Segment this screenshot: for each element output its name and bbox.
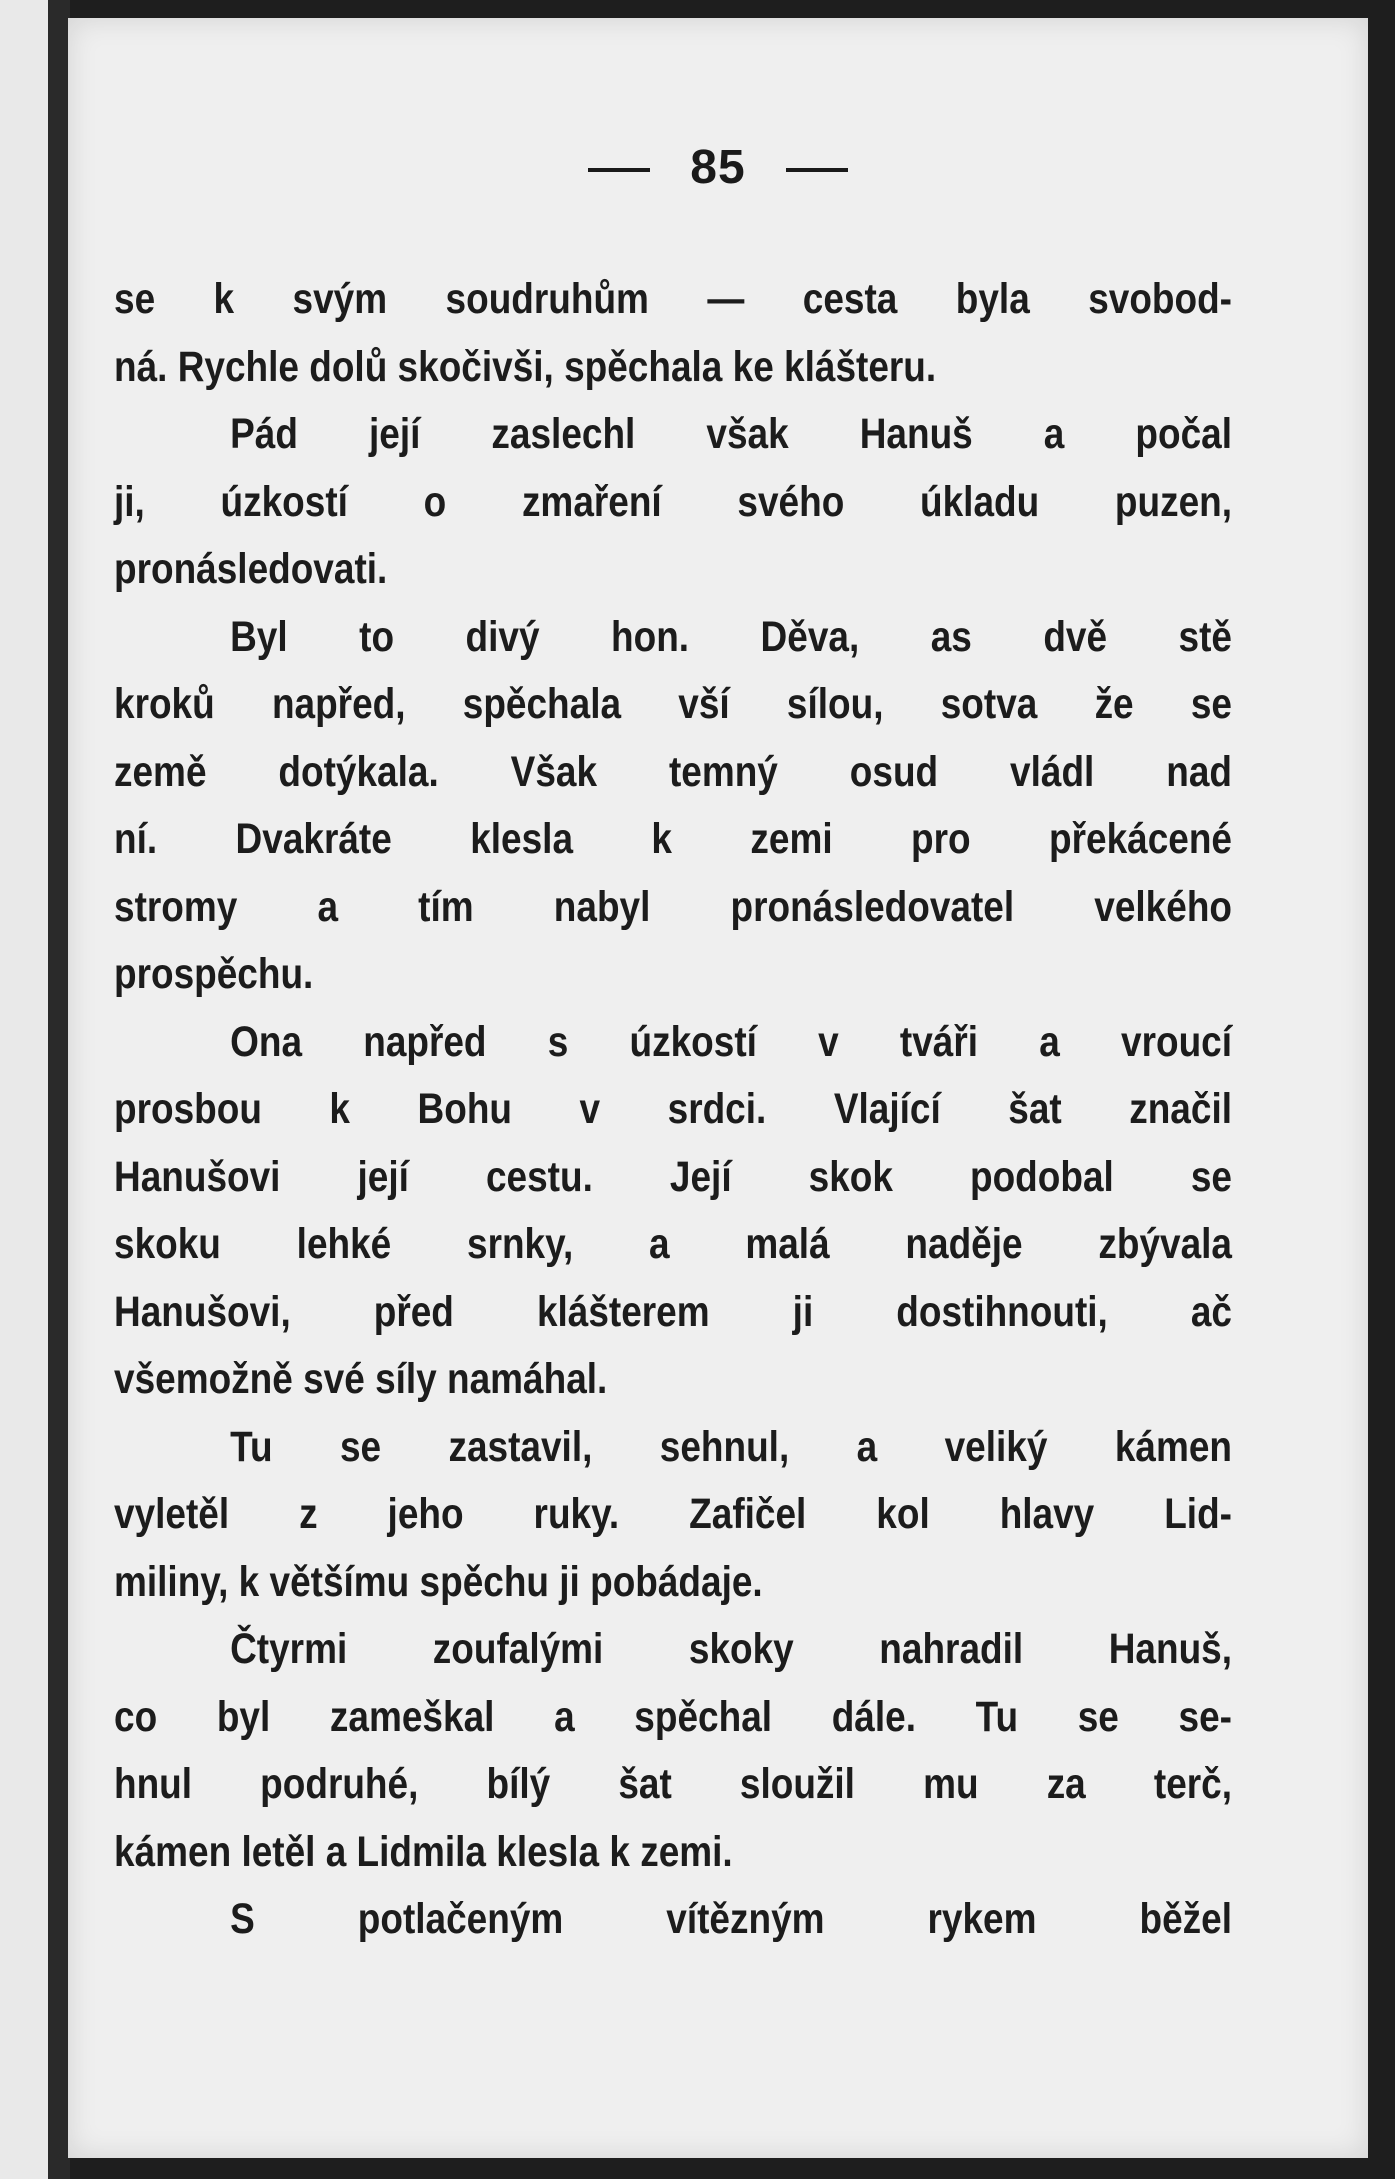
book-gutter bbox=[48, 0, 70, 2179]
text-line: prospěchu. bbox=[114, 950, 314, 998]
text-line: ná. Rychle dolů skočivši, spěchala ke klášteru. bbox=[114, 342, 937, 391]
page-body-text bbox=[114, 266, 1233, 1954]
text-line: ji, úzkostí o zmaření svého úkladu puzen, bbox=[114, 477, 1232, 526]
text-line: Čtyrmi zoufalými skoky nahradil Hanuš, bbox=[230, 1625, 1233, 1673]
text-line: Pád její zaslechl však Hanuš a počal bbox=[230, 410, 1233, 458]
text-line: prosbou k Bohu v srdci. Vlající šat značil bbox=[114, 1085, 1232, 1133]
text-line: se k svým soudruhům — cesta byla svobod- bbox=[114, 275, 1232, 323]
text-line: skoku lehké srnky, a malá naděje zbývala bbox=[114, 1220, 1232, 1268]
page-header bbox=[68, 140, 1368, 195]
text-line: všemožně své síly namáhal. bbox=[114, 1355, 608, 1403]
text-line: ní. Dvakráte klesla k zemi pro překácené bbox=[114, 815, 1232, 863]
text-line: kámen letěl a Lidmila klesla k zemi. bbox=[114, 1827, 733, 1876]
text-line: S potlačeným vítězným rykem běžel bbox=[230, 1895, 1233, 1943]
text-line: vyletěl z jeho ruky. Zafičel kol hlavy Lid- bbox=[114, 1490, 1232, 1538]
text-line: Byl to divý hon. Děva, as dvě stě bbox=[230, 612, 1233, 661]
text-line: Hanušovi, před klášterem ji dostihnouti, ač bbox=[114, 1287, 1232, 1336]
page-number: 85 bbox=[690, 141, 746, 194]
book-page bbox=[68, 18, 1368, 2158]
text-line: Tu se zastavil, sehnul, a veliký kámen bbox=[230, 1422, 1233, 1471]
text-line: Hanušovi její cestu. Její skok podobal se bbox=[114, 1152, 1232, 1201]
header-dash-right bbox=[786, 168, 848, 172]
text-line: pronásledovati. bbox=[114, 545, 388, 593]
text-line: stromy a tím nabyl pronásledovatel velkého bbox=[114, 882, 1232, 931]
text-line: miliny, k většímu spěchu ji pobádaje. bbox=[114, 1557, 763, 1606]
text-line: kroků napřed, spěchala vší sílou, sotva že se bbox=[114, 680, 1232, 728]
header-dash-left bbox=[588, 168, 650, 172]
text-line: co byl zameškal a spěchal dále. Tu se se- bbox=[114, 1692, 1232, 1741]
text-line: země dotýkala. Však temný osud vládl nad bbox=[114, 747, 1232, 796]
text-line: hnul podruhé, bílý šat sloužil mu za terč, bbox=[114, 1760, 1232, 1808]
text-line: Ona napřed s úzkostí v tváři a vroucí bbox=[230, 1017, 1233, 1066]
